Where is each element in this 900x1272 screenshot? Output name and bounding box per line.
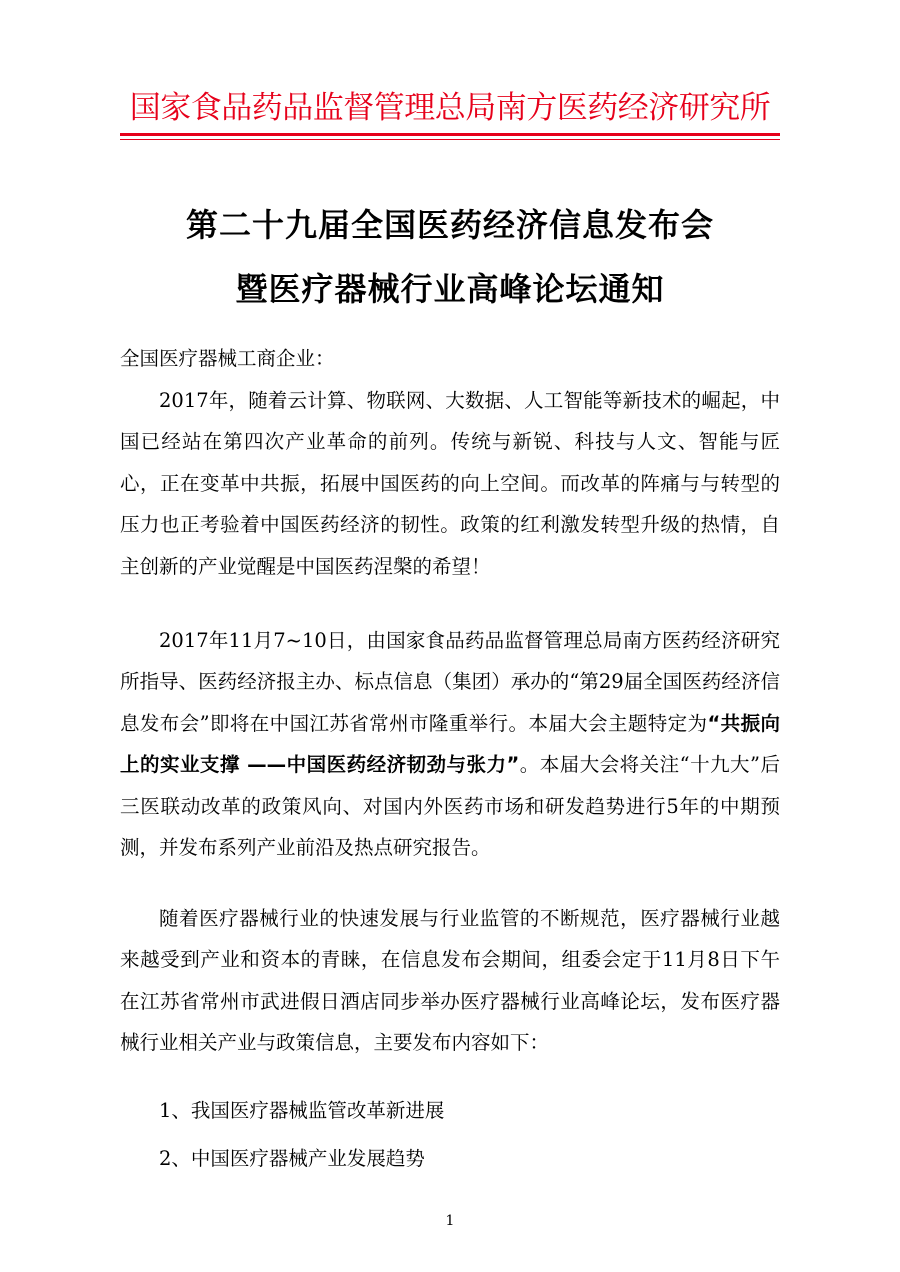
- list-item: 1、我国医疗器械监管改革新进展: [159, 1099, 445, 1122]
- page-number: 1: [445, 1213, 455, 1229]
- paragraph-3: 随着医疗器械行业的快速发展与行业监管的不断规范，医疗器械行业越来越受到产业和资本的青睐，在信息发布会期间，组委会定于11月8日下午在江苏省常州市武进假日酒店同步举办医疗器械行业高峰论坛，发布医疗器械行业相关产业与政策信息，主要发布内容如下：: [120, 907, 780, 1055]
- paragraph-2: [120, 620, 780, 868]
- paragraph-2-text-after: 。本届大会将关注“十九大”后三医联动改革的政策风向、对国内外医药市场和研发趋势进行5年的中期预测，并发布系列产业前沿及热点研究报告。: [120, 753, 780, 860]
- list-item: 2、中国医疗器械产业发展趋势: [159, 1147, 425, 1170]
- document-title-line-1: 第二十九届全国医药经济信息发布会: [185, 206, 714, 244]
- paragraph-2-text-before: 2017年11月7~10日，由国家食品药品监督管理总局南方医药经济研究所指导、医药经济报主办、标点信息（集团）承办的“第29届全国医药经济信息发布会”即将在中国江苏省常州市隆重举行。本届大会主题特定为: [120, 629, 780, 735]
- header-divider-thick: [120, 133, 780, 136]
- document-title-line-2: 暨医疗器械行业高峰论坛通知: [235, 270, 665, 308]
- paragraph-1: 2017年，随着云计算、物联网、大数据、人工智能等新技术的崛起，中国已经站在第四次产业革命的前列。传统与新锐、科技与人文、智能与匠心，正在变革中共振，拓展中国医药的向上空间。而改革的阵痛与与转型的压力也正考验着中国医药经济的韧性。政策的红利激发转型升级的热情，自主创新的产业觉醒是中国医药涅槃的希望！: [120, 389, 780, 578]
- conference-theme: “共振向上的实业支撑 ——中国医药经济韧劲与张力”: [120, 711, 780, 777]
- organization-header: 国家食品药品监督管理总局南方医药经济研究所: [129, 90, 771, 126]
- header-divider-thin: [120, 139, 780, 140]
- salutation: 全国医疗器械工商企业：: [120, 347, 335, 370]
